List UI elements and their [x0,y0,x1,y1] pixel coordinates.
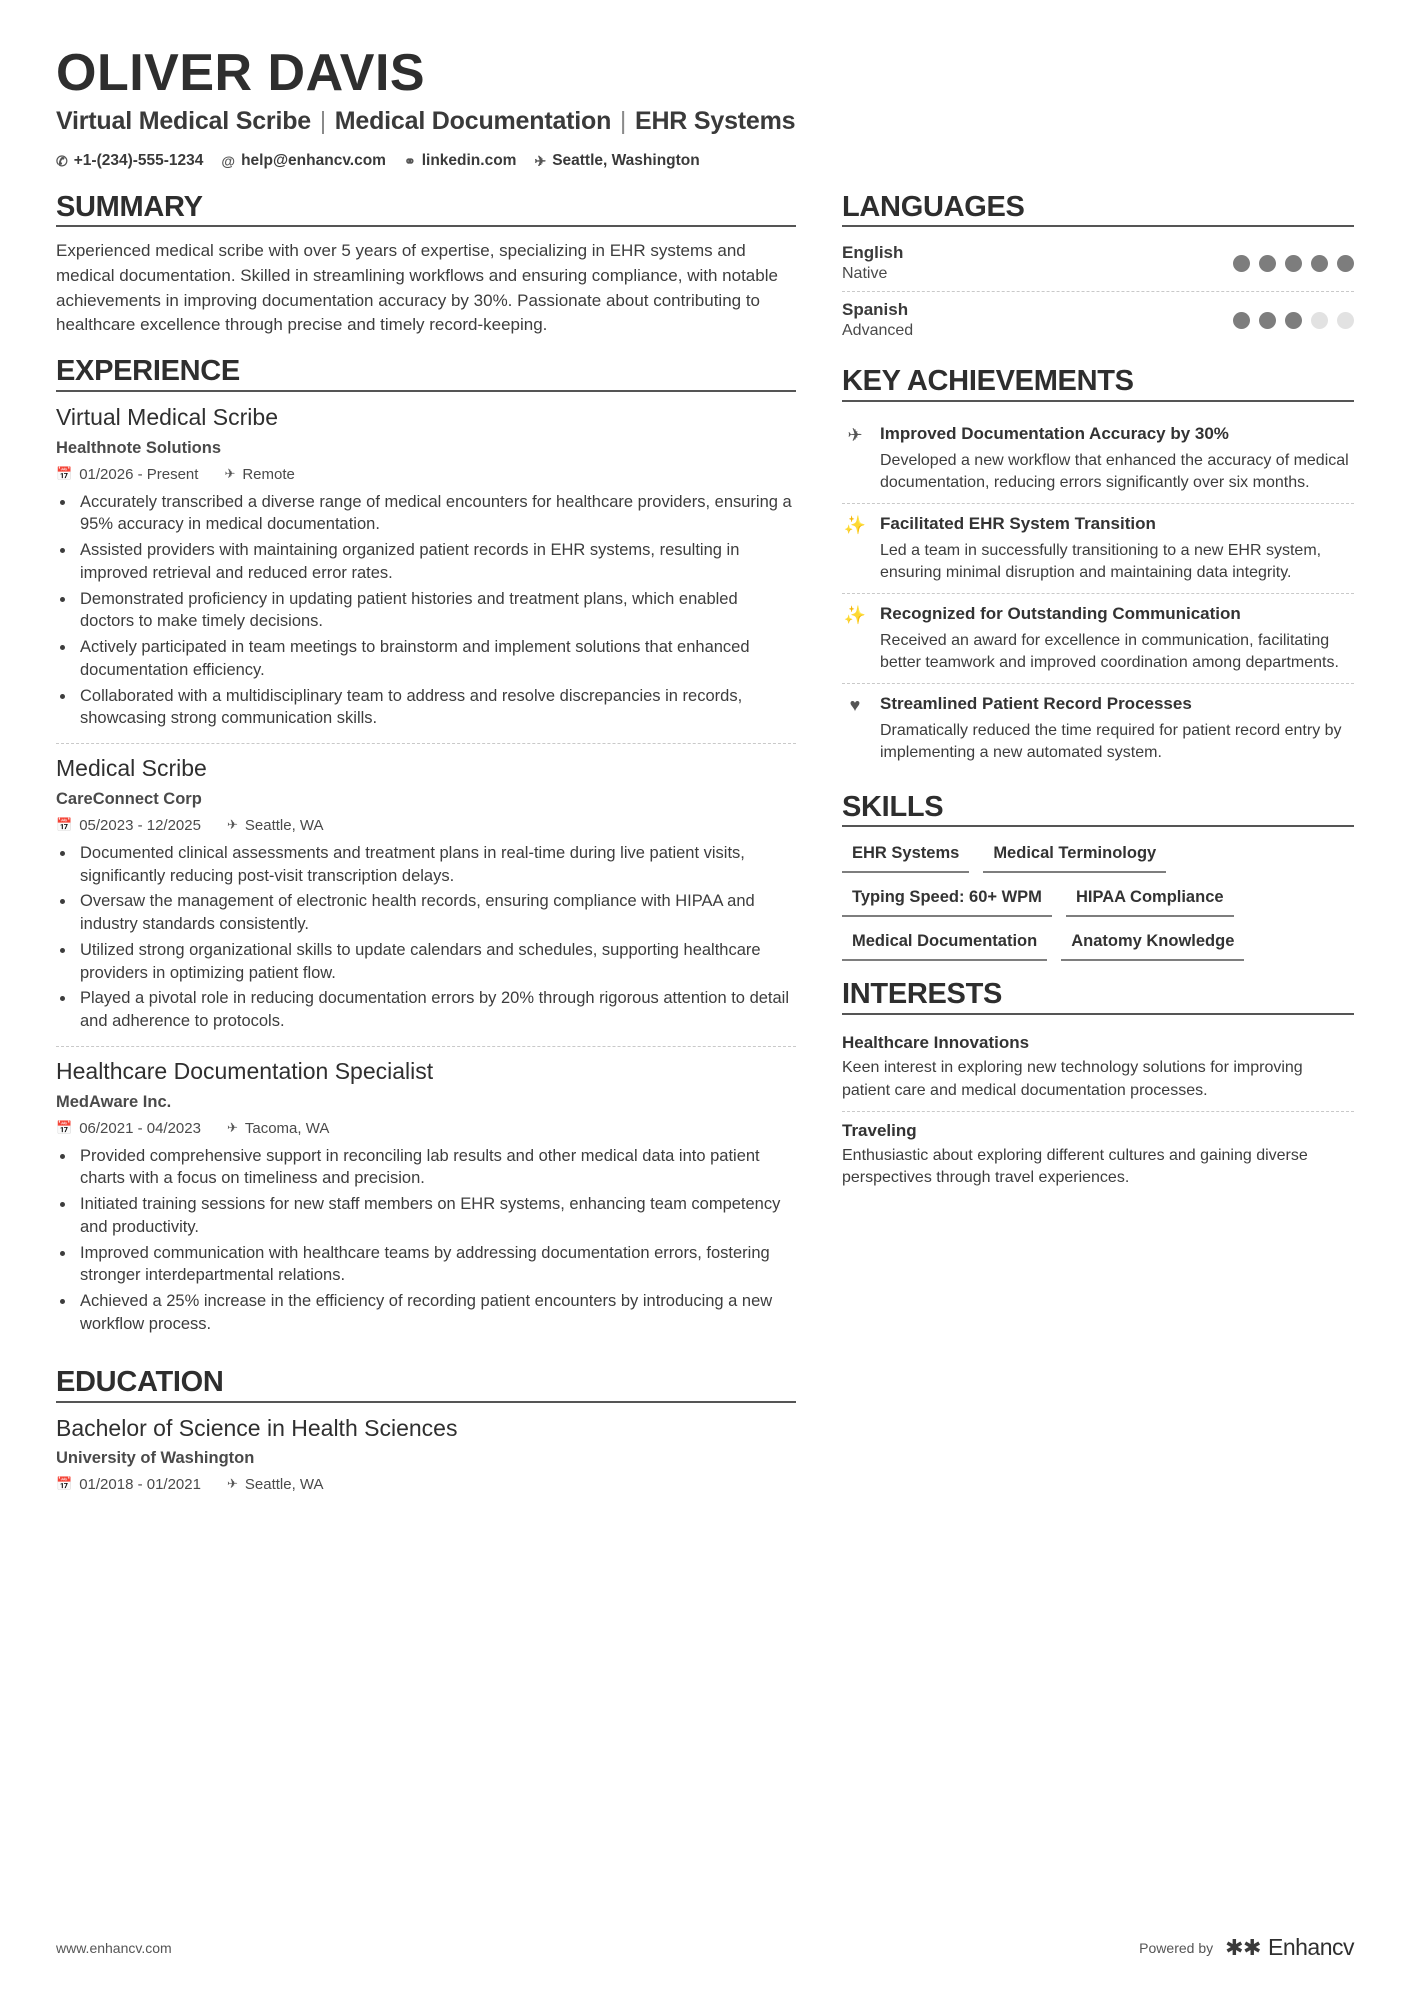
enhancv-wordmark: Enhancv [1267,1934,1354,1960]
job-bullet: • Assisted providers with maintaining organized patient records in EHR systems, resulting in improved retrieval and reduced error rates. [76,539,796,585]
achievement-body [880,423,1354,494]
job-bullet: • Demonstrated proficiency in updating patient histories and treatment plans, which enabled doctors to make timely decisions. [76,588,796,634]
job-title: Virtual Medical Scribe [56,403,279,430]
section-divider [56,225,796,227]
powered-by-label: Powered by [1139,1939,1214,1956]
skills-title: SKILLS [842,790,944,823]
job-meta [56,1120,796,1137]
job-location [224,466,294,483]
contact-email[interactable] [221,152,386,170]
job-title: Healthcare Documentation Specialist [56,1057,434,1084]
footer-website[interactable]: www.enhancv.com [56,1939,172,1956]
achievement-item [842,503,1354,593]
job-dates [56,817,201,834]
skill-chip: Typing Speed: 60+ WPM [842,883,1052,917]
education-location-text: Seattle, WA [244,1475,324,1493]
rating-dot [1285,312,1302,329]
education-title: EDUCATION [56,1365,224,1398]
job-dates-text: 06/2021 - 04/2023 [79,1119,201,1137]
job-bullet: • Played a pivotal role in reducing documentation errors by 20% through rigorous attention to detail and adherence to protocols. [76,987,796,1033]
achievement-body [880,513,1354,584]
rating-dot [1311,312,1328,329]
job-company: CareConnect Corp [56,789,202,808]
interest-item [842,1027,1354,1111]
contact-row [56,152,1354,170]
phone-icon: ✆ [56,152,68,169]
language-info [842,300,913,340]
job-bullet: • Utilized strong organizational skills to update calendars and schedules, supporting healthcare providers in optimizing patient flow. [76,939,796,985]
job-company: Healthnote Solutions [56,438,221,457]
language-rating [1233,312,1354,329]
experience-item [56,404,796,743]
interests-section [842,979,1354,1198]
education-dates-text: 01/2018 - 01/2021 [79,1475,201,1493]
job-location [227,817,324,834]
location-icon: ✈ [534,152,547,169]
enhancv-logo [1225,1934,1354,1961]
rating-dot [1233,312,1250,329]
job-bullet: • Actively participated in team meetings to brainstorm and implement solutions that enhanced documentation efficiency. [76,636,796,682]
achievement-item [842,414,1354,503]
education-meta [56,1476,796,1493]
skill-chip: HIPAA Compliance [1066,883,1234,917]
candidate-headline [56,107,1354,136]
headline-part-1: Virtual Medical Scribe [56,106,311,135]
education-item [56,1415,796,1503]
headline-part-2: Medical Documentation [334,106,612,135]
language-info [842,243,903,283]
skills-list [842,839,1354,961]
achievement-item [842,683,1354,773]
rating-dot [1311,255,1328,272]
right-column [842,192,1354,1217]
job-meta [56,817,796,834]
contact-linkedin-text: linkedin.com [421,151,517,169]
job-bullet: • Oversaw the management of electronic health records, ensuring compliance with HIPAA and industry standards consistently. [76,890,796,936]
section-divider [842,1013,1354,1015]
language-item [842,239,1354,291]
headline-part-3: EHR Systems [634,106,796,135]
achievement-title: Recognized for Outstanding Communication [880,604,1241,624]
email-icon: @ [221,152,236,169]
job-bullet: • Collaborated with a multidisciplinary team to address and resolve discrepancies in records, showcasing strong communication skills. [76,685,796,731]
section-divider [842,825,1354,827]
achievement-desc: Received an award for excellence in communication, facilitating better teamwork and improved coordination among departments. [880,631,1339,672]
location-icon: ✈ [226,1476,238,1492]
job-dates [56,1120,201,1137]
experience-item [56,743,796,1046]
section-divider [842,400,1354,402]
language-level: Advanced [842,322,914,340]
interest-title: Healthcare Innovations [842,1033,1030,1053]
contact-location [534,152,699,170]
contact-email-text: help@enhancv.com [241,151,386,169]
contact-phone-text: +1-(234)-555-1234 [73,151,204,169]
magic-wand-icon: ✨ [843,605,867,626]
job-company: MedAware Inc. [56,1092,172,1111]
language-level: Native [842,265,888,283]
footer-branding [1139,1934,1354,1961]
job-bullets [76,842,796,1033]
location-icon: ✈ [224,466,236,482]
achievement-desc: Developed a new workflow that enhanced the accuracy of medical documentation, reducing errors significantly over six months. [880,451,1349,492]
resume-header [56,46,1354,170]
headline-separator: | [312,106,333,135]
location-icon: ✈ [226,817,238,833]
section-divider [842,225,1354,227]
job-meta [56,466,796,483]
education-dates [56,1476,201,1493]
interests-title: INTERESTS [842,978,1003,1011]
link-icon: ⚭ [403,152,416,169]
job-bullet: • Accurately transcribed a diverse range of medical encounters for healthcare providers, ensuring a 95% accuracy in medical documentation. [76,491,796,537]
education-degree: Bachelor of Science in Health Sciences [56,1414,458,1441]
achievement-title: Facilitated EHR System Transition [880,514,1156,534]
language-rating [1233,255,1354,272]
education-section [56,1367,796,1503]
calendar-icon: 📅 [56,1476,73,1492]
page-footer [56,1934,1354,1961]
interest-desc: Enthusiastic about exploring different cultures and gaining diverse perspectives through travel experiences. [842,1147,1308,1187]
achievement-item [842,593,1354,683]
job-bullet: • Documented clinical assessments and treatment plans in real-time during live patient visits, significantly reducing post-visit transcription delays. [76,842,796,888]
rating-dot [1337,312,1354,329]
languages-title: LANGUAGES [842,190,1025,223]
achievement-title: Streamlined Patient Record Processes [880,694,1192,714]
skill-chip: Anatomy Knowledge [1061,927,1244,961]
language-item [842,291,1354,348]
section-divider [56,390,796,392]
location-icon: ✈ [226,1120,238,1135]
summary-title: SUMMARY [56,190,203,223]
rating-dot [1259,255,1276,272]
job-dates-text: 05/2023 - 12/2025 [79,816,201,834]
experience-title: EXPERIENCE [56,355,240,388]
job-bullets [76,491,796,731]
section-divider [56,1401,796,1403]
calendar-icon: 📅 [56,817,73,833]
job-location [227,1120,329,1137]
content-columns [56,192,1354,1521]
achievement-body [880,603,1354,674]
job-bullet: • Initiated training sessions for new staff members on EHR systems, enhancing team competency and productivity. [76,1193,796,1239]
job-bullet: • Improved communication with healthcare teams by addressing documentation errors, fostering stronger interdepartmental relations. [76,1242,796,1288]
rating-dot [1285,255,1302,272]
job-bullet: • Achieved a 25% increase in the efficiency of recording patient encounters by introducing a new workflow process. [76,1290,796,1336]
languages-section [842,192,1354,349]
contact-location-text: Seattle, Washington [552,151,700,169]
achievement-title: Improved Documentation Accuracy by 30% [880,424,1229,444]
skill-chip: Medical Documentation [842,927,1047,961]
calendar-icon: 📅 [56,1120,73,1135]
skill-chip: EHR Systems [842,839,969,873]
language-name: English [842,243,904,263]
interest-item [842,1111,1354,1199]
experience-section [56,356,796,1349]
experience-item [56,1046,796,1349]
enhancv-mark-icon: ✱✱ [1225,1934,1261,1960]
interest-title: Traveling [842,1121,917,1141]
rocket-icon: ✈ [847,425,863,446]
job-dates-text: 01/2026 - Present [79,465,199,483]
rating-dot [1259,312,1276,329]
rating-dot [1337,255,1354,272]
education-location [227,1476,324,1493]
achievement-desc: Dramatically reduced the time required for patient record entry by implementing a new automated system. [880,721,1342,762]
achievements-title: KEY ACHIEVEMENTS [842,365,1134,398]
job-location-text: Seattle, WA [244,816,324,834]
job-bullets [76,1145,796,1336]
achievement-desc: Led a team in successfully transitioning to a new EHR system, ensuring minimal disruption and maintaining data integrity. [880,541,1322,582]
rating-dot [1233,255,1250,272]
language-name: Spanish [842,300,909,320]
contact-linkedin[interactable] [404,152,516,170]
job-location-text: Tacoma, WA [244,1119,330,1137]
achievements-section [842,366,1354,773]
summary-section [56,192,796,338]
interest-desc: Keen interest in exploring new technology solutions for improving patient care and medical documentation processes. [842,1059,1303,1099]
skills-section [842,792,1354,962]
headline-separator: | [613,106,633,135]
summary-text: Experienced medical scribe with over 5 years of expertise, specializing in EHR systems and medical documentation. Skilled in streamlining workflows and ensuring compliance, with notable achievements in improving documentation accuracy by 30%. Passionate about contributing to healthcare excellence through precise and timely record-keeping. [56,241,778,335]
heart-icon: ♥ [849,695,861,716]
contact-phone[interactable] [56,152,203,170]
job-title: Medical Scribe [56,755,207,782]
skill-chip: Medical Terminology [983,839,1166,873]
left-column [56,192,796,1521]
job-location-text: Remote [242,465,295,483]
achievement-body [880,693,1354,764]
education-school: University of Washington [56,1448,255,1467]
magic-wand-icon: ✨ [843,515,867,536]
calendar-icon: 📅 [56,466,73,482]
job-dates [56,466,198,483]
candidate-name: OLIVER DAVIS [56,44,426,102]
job-bullet: • Provided comprehensive support in reconciling lab results and other medical data into patient charts with a focus on timeliness and precision. [76,1145,796,1191]
